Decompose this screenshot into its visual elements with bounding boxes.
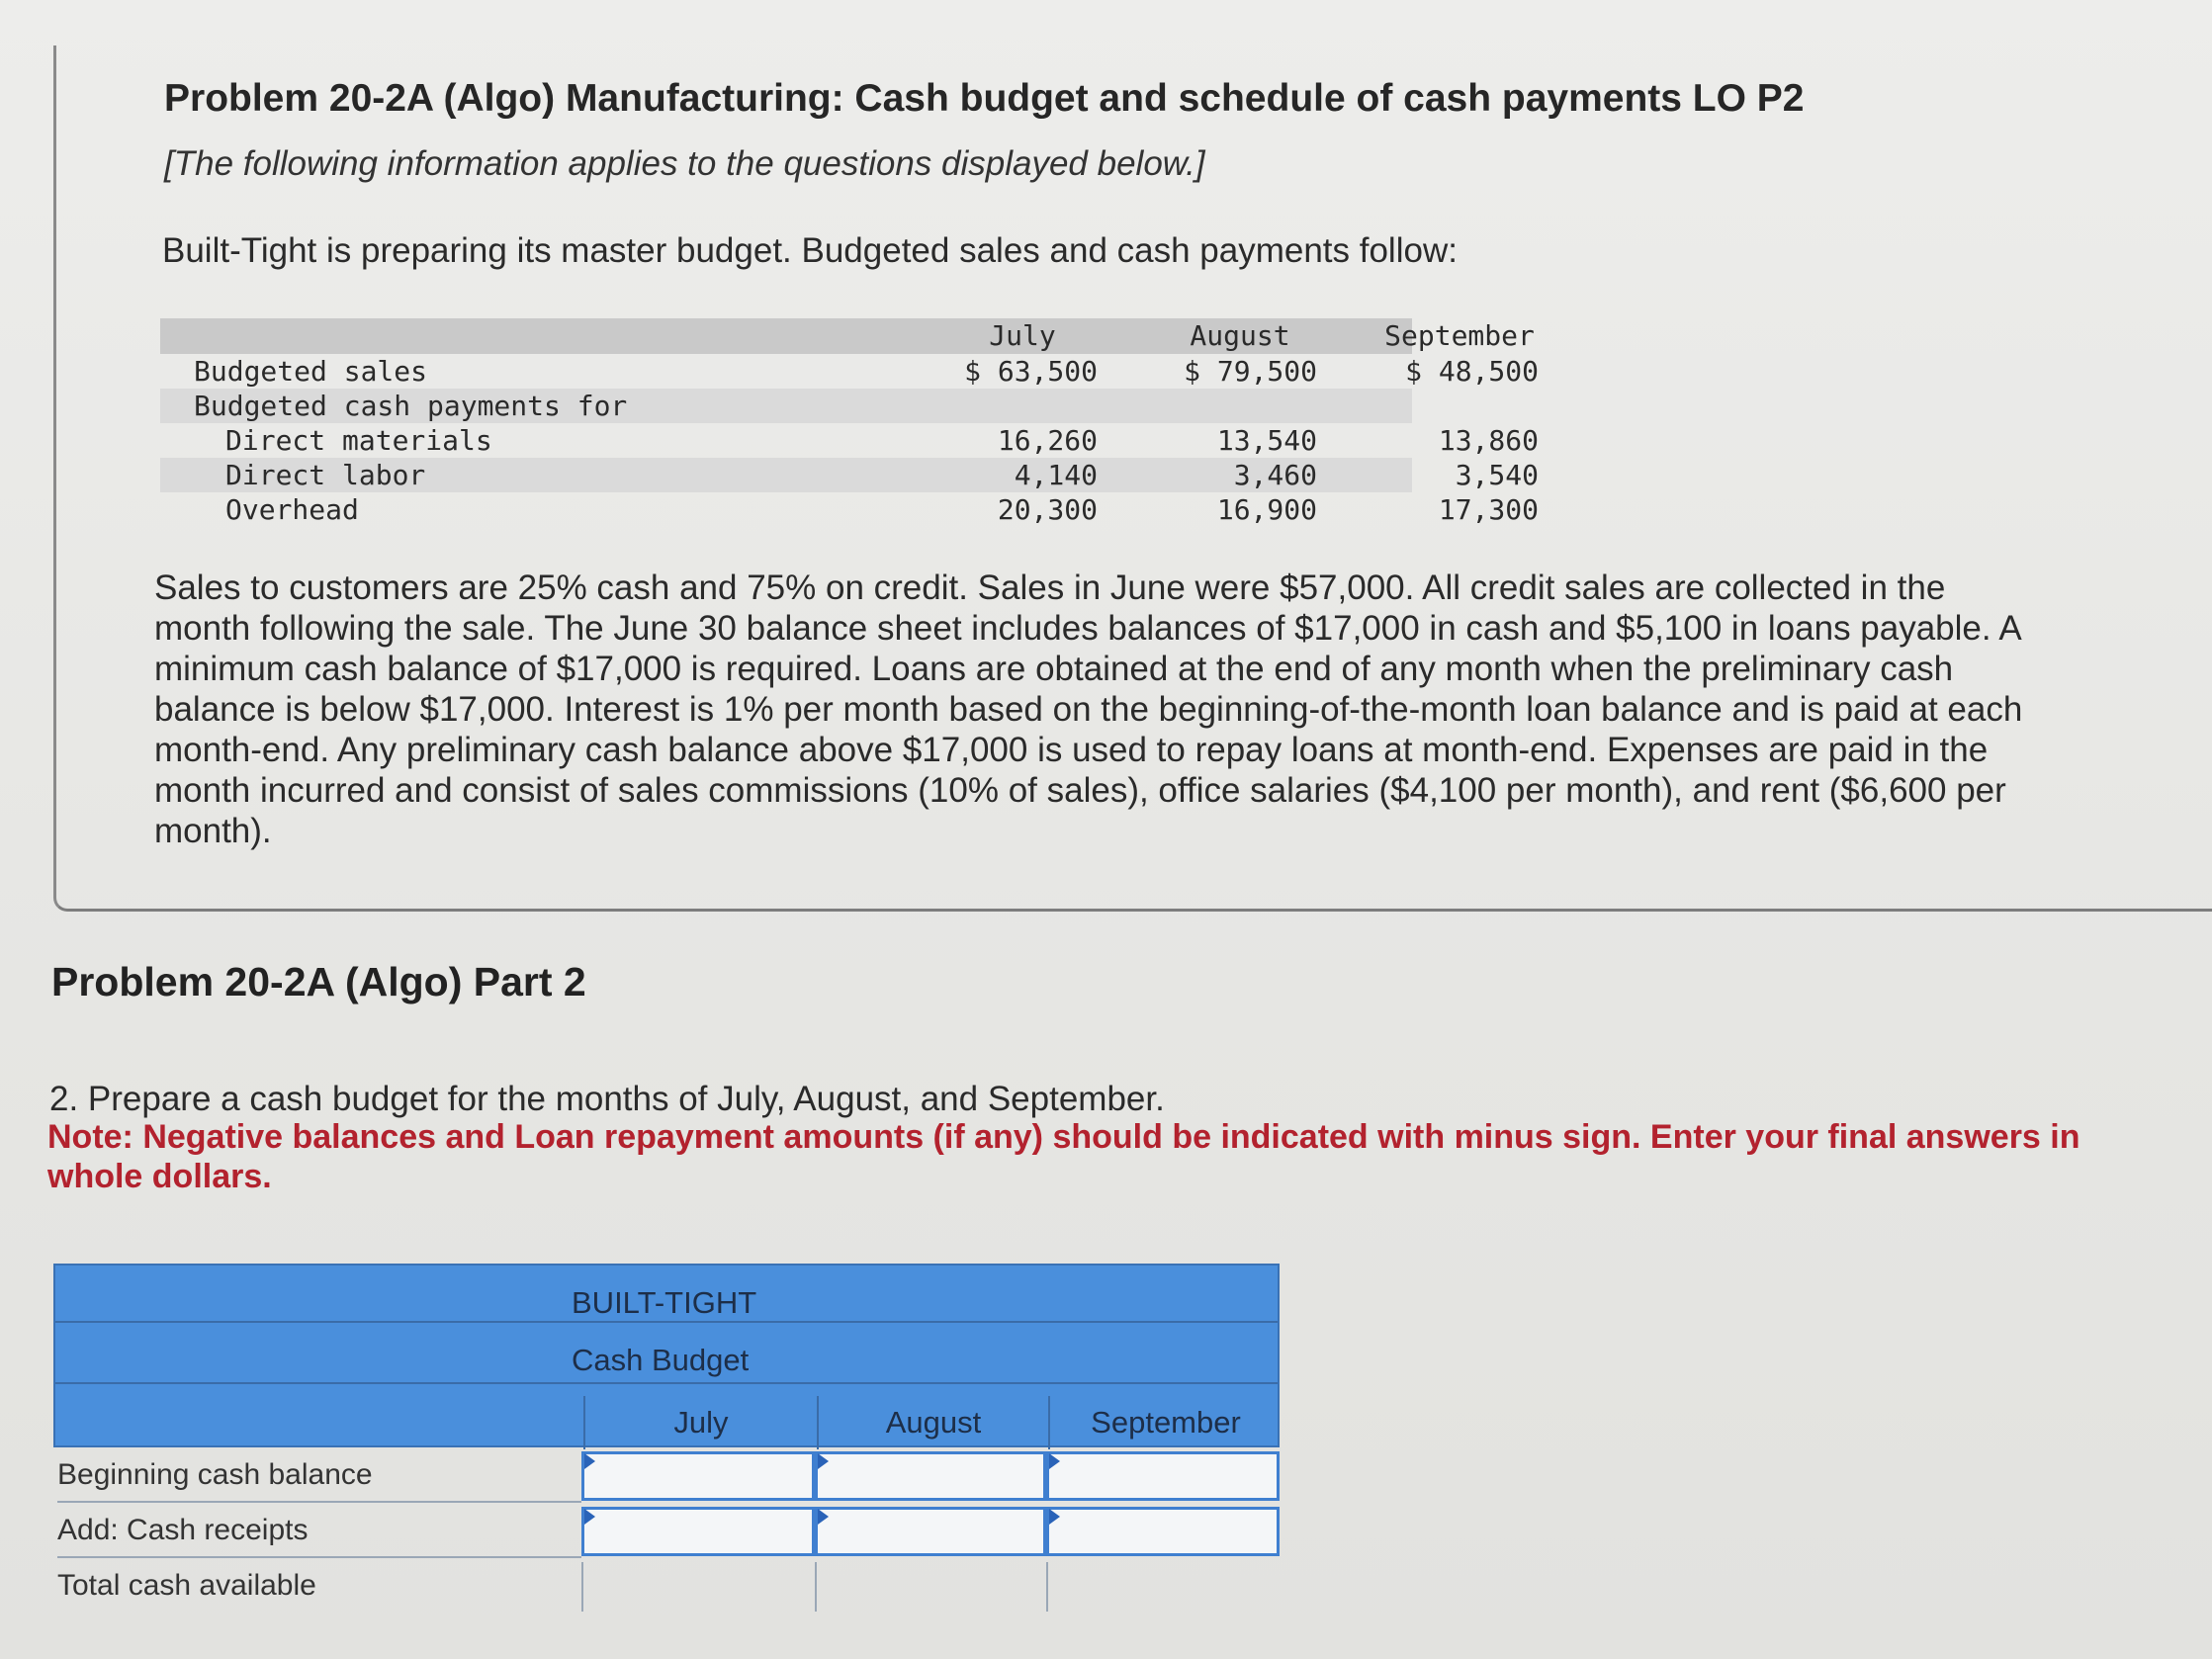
- part-note: [47, 1117, 2173, 1196]
- cell-value: 13,860: [1438, 424, 1539, 457]
- cell-value: $ 63,500: [964, 355, 1098, 388]
- cell-value: $ 79,500: [1184, 355, 1317, 388]
- table-row: [160, 492, 1539, 527]
- budget-column-august: August: [817, 1396, 1048, 1449]
- budget-row-total-cash: [53, 1558, 1280, 1614]
- budget-column-september: September: [1048, 1396, 1282, 1449]
- beginning-cash-august-input[interactable]: [815, 1451, 1046, 1501]
- company-name: BUILT-TIGHT: [572, 1285, 757, 1320]
- cash-receipts-august-input[interactable]: [815, 1507, 1046, 1556]
- table-row: [160, 458, 1539, 492]
- problem-title: Problem 20-2A (Algo) Manufacturing: Cash budget and schedule of cash payments LO P2: [164, 77, 1805, 120]
- budget-row-beginning-cash: [53, 1447, 1280, 1503]
- total-cash-july-value: [581, 1562, 815, 1612]
- cash-budget-header: [53, 1264, 1280, 1447]
- description-line: Sales to customers are 25% cash and 75% on credit. Sales in June were $57,000. All credit sales are collected in the: [154, 568, 1946, 607]
- cell-flag-icon: [1049, 1453, 1060, 1469]
- table-row: [160, 354, 1539, 389]
- column-header-july: July: [989, 319, 1056, 352]
- beginning-cash-september-input[interactable]: [1046, 1451, 1280, 1501]
- cash-receipts-september-input[interactable]: [1046, 1507, 1280, 1556]
- total-cash-september-value: [1046, 1562, 1280, 1612]
- cell-value: 17,300: [1438, 493, 1539, 526]
- header-divider: [55, 1382, 1278, 1384]
- total-cash-august-value: [815, 1562, 1046, 1612]
- cell-flag-icon: [818, 1509, 829, 1525]
- row-label: Add: Cash receipts: [57, 1503, 581, 1558]
- row-label: Beginning cash balance: [57, 1447, 581, 1503]
- row-label: Budgeted cash payments for: [194, 390, 628, 422]
- cell-flag-icon: [584, 1453, 595, 1469]
- description-line: month following the sale. The June 30 balance sheet includes balances of $17,000 in cash and $5,100 in loans payable. A: [154, 609, 2022, 648]
- column-header-august: August: [1190, 319, 1290, 352]
- header-divider: [55, 1321, 1278, 1323]
- row-label: Budgeted sales: [194, 355, 428, 388]
- row-label: Direct materials: [225, 424, 492, 457]
- description-line: month incurred and consist of sales commissions (10% of sales), office salaries ($4,100 per month), and rent ($6,600 per: [154, 771, 2006, 810]
- cell-value: 13,540: [1216, 424, 1317, 457]
- description-line: minimum cash balance of $17,000 is required. Loans are obtained at the end of any month when the preliminary cash: [154, 650, 1954, 688]
- problem-lead: Built-Tight is preparing its master budget. Budgeted sales and cash payments follow:: [162, 231, 1458, 270]
- part-title: Problem 20-2A (Algo) Part 2: [51, 959, 586, 1004]
- cell-value: 4,140: [1014, 459, 1098, 491]
- problem-description: [154, 568, 2132, 851]
- cell-flag-icon: [1049, 1509, 1060, 1525]
- cell-value: 3,540: [1455, 459, 1539, 491]
- budget-row-cash-receipts: [53, 1503, 1280, 1558]
- note-line: Note: Negative balances and Loan repayment amounts (if any) should be indicated with minus sign. Enter your final answers in: [47, 1118, 2080, 1156]
- cell-flag-icon: [818, 1453, 829, 1469]
- row-label: Total cash available: [57, 1569, 316, 1602]
- data-table-header: [160, 318, 1535, 354]
- cell-value: 16,900: [1216, 493, 1317, 526]
- budget-title: Cash Budget: [572, 1343, 750, 1377]
- cell-value: 20,300: [997, 493, 1098, 526]
- part-instruction: 2. Prepare a cash budget for the months of July, August, and September.: [49, 1080, 1165, 1118]
- row-label: Direct labor: [225, 459, 426, 491]
- column-header-september: September: [1384, 319, 1535, 352]
- budget-data-table: [160, 318, 1539, 527]
- table-row: [160, 423, 1539, 458]
- cell-value: 3,460: [1233, 459, 1317, 491]
- row-label: Overhead: [225, 493, 359, 526]
- beginning-cash-july-input[interactable]: [581, 1451, 815, 1501]
- cell-value: $ 48,500: [1405, 355, 1539, 388]
- cash-budget-form: [53, 1264, 1282, 1659]
- problem-intro: [The following information applies to the questions displayed below.]: [164, 144, 1205, 183]
- description-line: month).: [154, 812, 272, 850]
- cell-flag-icon: [584, 1509, 595, 1525]
- note-line: whole dollars.: [47, 1158, 272, 1195]
- cash-receipts-july-input[interactable]: [581, 1507, 815, 1556]
- budget-column-july: July: [583, 1396, 817, 1449]
- cell-value: 16,260: [997, 424, 1098, 457]
- description-line: balance is below $17,000. Interest is 1% per month based on the beginning-of-the-month loan balance and is paid at each: [154, 690, 2023, 729]
- table-row: [160, 389, 1412, 423]
- description-line: month-end. Any preliminary cash balance above $17,000 is used to repay loans at month-end. Expenses are paid in the: [154, 731, 1989, 769]
